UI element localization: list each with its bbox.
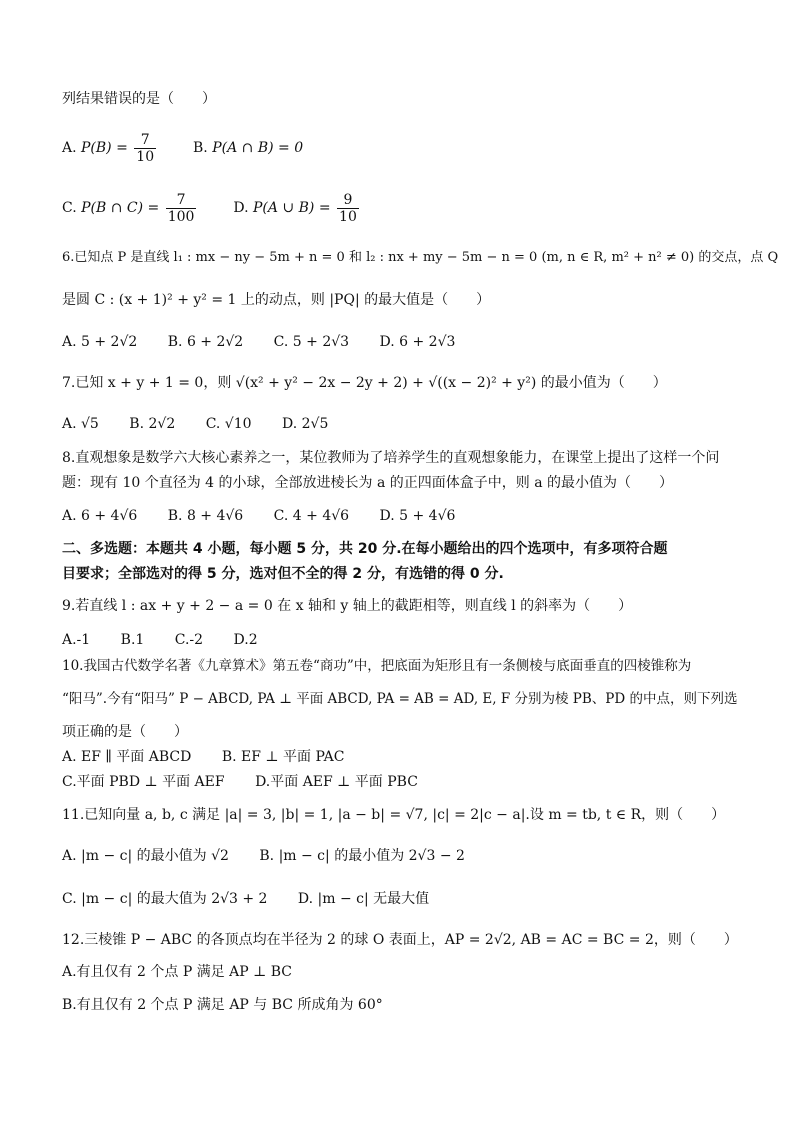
q6-option-d: D. 6 + 2√3 xyxy=(379,334,456,350)
q7-options xyxy=(62,414,328,434)
q5-stem-tail: 列结果错误的是（ ） xyxy=(62,91,216,107)
q8-option-a: A. 6 + 4√6 xyxy=(62,508,138,524)
q9-options xyxy=(62,630,258,650)
q10-stem-line2: “阳马”.今有“阳马” P − ABCD, PA ⊥ 平面 ABCD, PA = AB = AD, E, F 分别为棱 PB、PD 的中点，则下列选 xyxy=(62,691,738,707)
q12-stem: 12.三棱锥 P − ABC 的各顶点均在半径为 2 的球 O 表面上，AP = 2√2, AB = AC = BC = 2，则（ ） xyxy=(62,932,738,948)
q10-option-a: A. EF ∥ 平面 ABCD xyxy=(62,749,192,765)
q11-stem: 11.已知向量 a, b, c 满足 |a| = 3, |b| = 1, |a − b| = √7, |c| = 2|c − a|.设 m = tb, t ∈ R，则（ ） xyxy=(62,807,726,823)
q11-options-cd xyxy=(62,889,429,909)
q5-options-ab xyxy=(62,130,303,166)
q8-option-c: C. 4 + 4√6 xyxy=(273,508,350,524)
q12-option-a: A.有且仅有 2 个点 P 满足 AP ⊥ BC xyxy=(62,964,292,980)
q8-stem-line2: 题：现有 10 个直径为 4 的小球，全部放进棱长为 a 的正四面体盒子中，则 a 的最小值为（ ） xyxy=(62,475,674,491)
q6-options xyxy=(62,332,455,352)
q11-option-b: B. |m − c| 的最小值为 2√3 − 2 xyxy=(259,848,465,864)
q6-option-b: B. 6 + 2√2 xyxy=(167,334,244,350)
q7-option-c: C. √10 xyxy=(205,416,252,432)
q8-option-d: D. 5 + 4√6 xyxy=(379,508,456,524)
q8-stem-line1: 8.直观想象是数学六大核心素养之一，某位教师为了培养学生的直观想象能力，在课堂上提出了这样一个问 xyxy=(62,450,720,466)
q10-options-ab xyxy=(62,747,344,767)
q10-stem-line3: 项正确的是（ ） xyxy=(62,724,188,740)
q10-option-b: B. EF ⊥ 平面 PAC xyxy=(221,749,345,765)
q6-stem-line2: 是圆 C : (x + 1)² + y² = 1 上的动点，则 |PQ| 的最大值是（ ） xyxy=(62,292,491,308)
q5-option-a-fraction: $\frac{7}{10}$ xyxy=(136,131,155,165)
section2-heading-line2: 目要求；全部选对的得 5 分，选对但不全的得 2 分，有选错的得 0 分. xyxy=(62,566,504,582)
q11-option-a: A. |m − c| 的最小值为 √2 xyxy=(62,848,229,864)
q12-option-b: B.有且仅有 2 个点 P 满足 AP 与 BC 所成角为 60° xyxy=(62,997,383,1013)
q7-stem: 7.已知 x + y + 1 = 0，则 √(x² + y² − 2x − 2y + 2) + √((x − 2)² + y²) 的最小值为（ ） xyxy=(62,375,667,391)
q9-stem: 9.若直线 l : ax + y + 2 − a = 0 在 x 轴和 y 轴上的截距相等，则直线 l 的斜率为（ ） xyxy=(62,598,633,614)
q6-stem-line1: 6.已知点 P 是直线 l₁ : mx − ny − 5m + n = 0 和 l₂ : nx + my − 5m − n = 0 (m, n ∈ R, m² + n² ≠ 0) 的交点，点 Q xyxy=(62,250,779,265)
q9-option-a: A.-1 xyxy=(62,632,91,648)
q9-option-b: B.1 xyxy=(120,632,145,648)
q5-option-d: D. P(A ∪ B) = $\frac{9}{10}$ xyxy=(233,191,357,225)
q10-options-cd xyxy=(62,772,418,792)
q5-option-b: B. P(A ∩ B) = 0 xyxy=(193,140,304,156)
q8-options xyxy=(62,506,455,526)
q5-option-d-fraction: $\frac{9}{10}$ xyxy=(339,191,357,225)
q7-option-b: B. 2√2 xyxy=(129,416,176,432)
q11-options-ab xyxy=(62,846,465,866)
q9-option-d: D.2 xyxy=(233,632,258,648)
q7-option-a: A. √5 xyxy=(62,416,99,432)
q5-option-c: C. P(B ∩ C) = $\frac{7}{100}$ xyxy=(62,191,195,225)
q8-option-b: B. 8 + 4√6 xyxy=(167,508,244,524)
section2-heading-line1: 二、多选题：本题共 4 小题，每小题 5 分，共 20 分.在每小题给出的四个选项中，有多项符合题 xyxy=(62,541,668,557)
q10-option-d: D.平面 AEF ⊥ 平面 PBC xyxy=(255,774,418,790)
q5-option-a: A. P(B) = $\frac{7}{10}$ xyxy=(62,131,155,165)
q7-option-d: D. 2√5 xyxy=(282,416,329,432)
q6-option-a: A. 5 + 2√2 xyxy=(62,334,138,350)
q5-option-c-fraction: $\frac{7}{100}$ xyxy=(167,191,195,225)
q5-options-cd xyxy=(62,190,361,226)
q10-stem-line1: 10.我国古代数学名著《九章算术》第五卷“商功”中，把底面为矩形且有一条侧棱与底面垂直的四棱锥称为 xyxy=(62,658,692,674)
q11-option-c: C. |m − c| 的最大值为 2√3 + 2 xyxy=(62,891,268,907)
q6-option-c: C. 5 + 2√3 xyxy=(273,334,350,350)
q11-option-d: D. |m − c| 无最大值 xyxy=(297,891,430,907)
q9-option-c: C.-2 xyxy=(174,632,204,648)
q10-option-c: C.平面 PBD ⊥ 平面 AEF xyxy=(62,774,225,790)
